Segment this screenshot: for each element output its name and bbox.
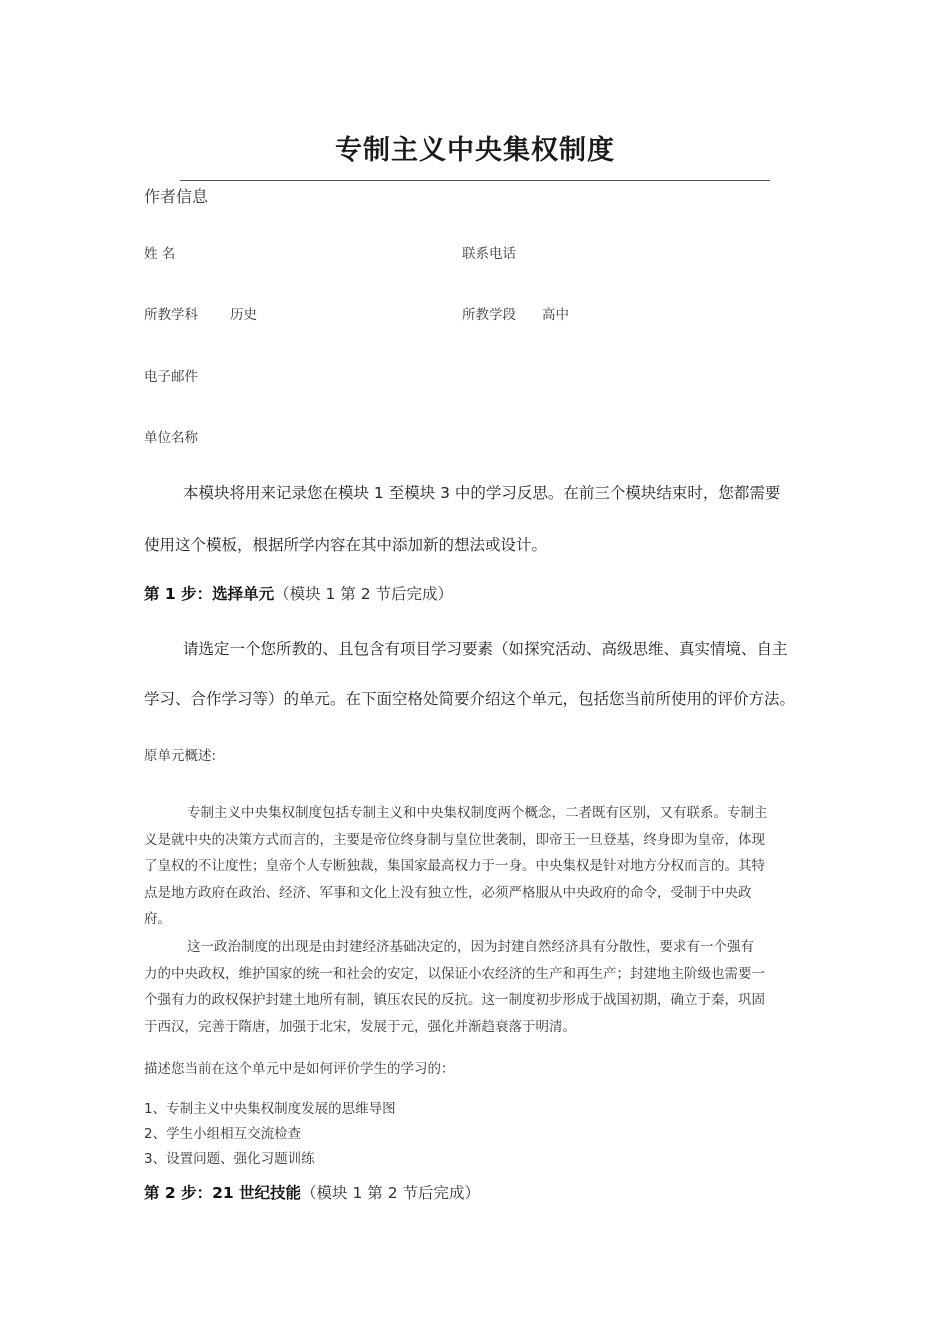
document-title: 专制主义中央集权制度 <box>335 135 615 166</box>
step2-heading <box>144 1181 480 1203</box>
step1-desc-line-2: 学习、合作学习等）的单元。在下面空格处简要介绍这个单元，包括您当前所使用的评价方法。 <box>144 690 796 708</box>
intro-line-1: 本模块将用来记录您在模块 1 至模块 3 中的学习反思。在前三个模块结束时，您都需要 <box>183 484 781 502</box>
overview-p1-line: 义是就中央的决策方式而言的，主要是帝位终身制与皇位世袭制，即帝王一旦登基，终身即为皇帝，体现 <box>144 831 765 848</box>
subject-value: 历史 <box>230 307 257 323</box>
overview-p1-line: 府。 <box>144 911 171 927</box>
step2-note: （模块 1 第 2 节后完成） <box>301 1184 480 1202</box>
overview-paragraph-2 <box>144 934 765 1040</box>
title-divider <box>180 180 770 181</box>
overview-label: 原单元概述: <box>144 748 217 764</box>
overview-p1-line: 专制主义中央集权制度包括专制主义和中央集权制度两个概念，二者既有区别，又有联系。专制主 <box>187 805 768 821</box>
author-info-heading: 作者信息 <box>144 187 209 206</box>
overview-paragraph-1 <box>144 800 768 933</box>
step1-note: （模块 1 第 2 节后完成） <box>274 585 454 603</box>
overview-p2-line: 于西汉，完善于隋唐，加强于北宋，发展于元，强化并渐趋衰落于明清。 <box>144 1018 576 1035</box>
overview-p2-line: 个强有力的政权保护封建土地所有制，镇压农民的反抗。这一制度初步形成于战国初期，确立于秦，巩固 <box>144 992 765 1008</box>
assessment-item: 3、设置问题、强化习题训练 <box>144 1151 315 1167</box>
overview-p1-line: 点是地方政府在政治、经济、军事和文化上没有独立性，必须严格服从中央政府的命令，受制于中央政 <box>144 884 752 901</box>
email-label: 电子邮件 <box>144 369 198 385</box>
assessment-item: 1、专制主义中央集权制度发展的思维导图 <box>144 1101 396 1117</box>
overview-p1-line: 了皇权的不让度性；皇帝个人专断独裁，集国家最高权力于一身。中央集权是针对地方分权而言的。其特 <box>144 858 765 874</box>
subject-label: 所教学科 <box>144 307 198 323</box>
intro-line-2: 使用这个模板，根据所学内容在其中添加新的想法或设计。 <box>144 536 548 554</box>
stage-value: 高中 <box>542 307 569 323</box>
phone-label: 联系电话 <box>462 246 516 262</box>
stage-label: 所教学段 <box>462 307 516 323</box>
step1-desc-line-1: 请选定一个您所教的、且包含有项目学习要素（如探究活动、高级思维、真实情境、自主 <box>183 640 788 658</box>
overview-p2-line: 力的中央政权，维护国家的统一和社会的安定，以保证小农经济的生产和再生产；封建地主阶级也需要一 <box>144 965 765 982</box>
assessment-label: 描述您当前在这个单元中是如何评价学生的学习的： <box>144 1061 455 1077</box>
assessment-item: 2、学生小组相互交流检查 <box>144 1126 302 1142</box>
step1-label: 第 1 步：选择单元 <box>144 585 275 603</box>
overview-p2-line: 这一政治制度的出现是由封建经济基础决定的，因为封建自然经济具有分散性，要求有一个强有 <box>187 939 754 955</box>
unit-label: 单位名称 <box>144 430 198 446</box>
step1-heading <box>144 582 453 604</box>
step2-label: 第 2 步：21 世纪技能 <box>144 1184 302 1202</box>
name-label: 姓 名 <box>144 246 176 262</box>
